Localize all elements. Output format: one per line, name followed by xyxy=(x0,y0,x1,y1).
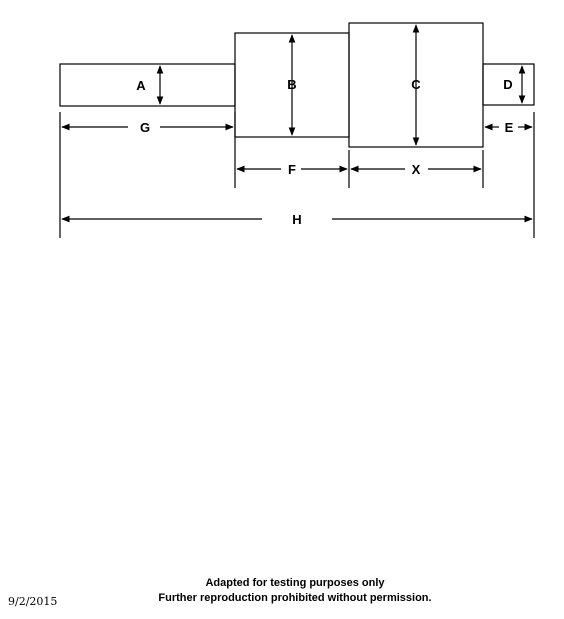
label-a: A xyxy=(136,78,146,93)
label-x: X xyxy=(411,162,421,177)
footer-line-2: Further reproduction prohibited without permission. xyxy=(158,592,432,604)
date-stamp: 9/2/2015 xyxy=(8,595,58,608)
label-e: E xyxy=(504,120,514,135)
label-g: G xyxy=(139,120,151,135)
segment-a xyxy=(60,64,235,106)
label-b: B xyxy=(287,77,297,92)
label-f: F xyxy=(288,162,296,177)
label-c: C xyxy=(411,77,421,92)
label-d: D xyxy=(503,77,513,92)
footer-line-1: Adapted for testing purposes only xyxy=(205,577,385,589)
label-h: H xyxy=(292,212,302,227)
footer-notice xyxy=(140,576,450,606)
